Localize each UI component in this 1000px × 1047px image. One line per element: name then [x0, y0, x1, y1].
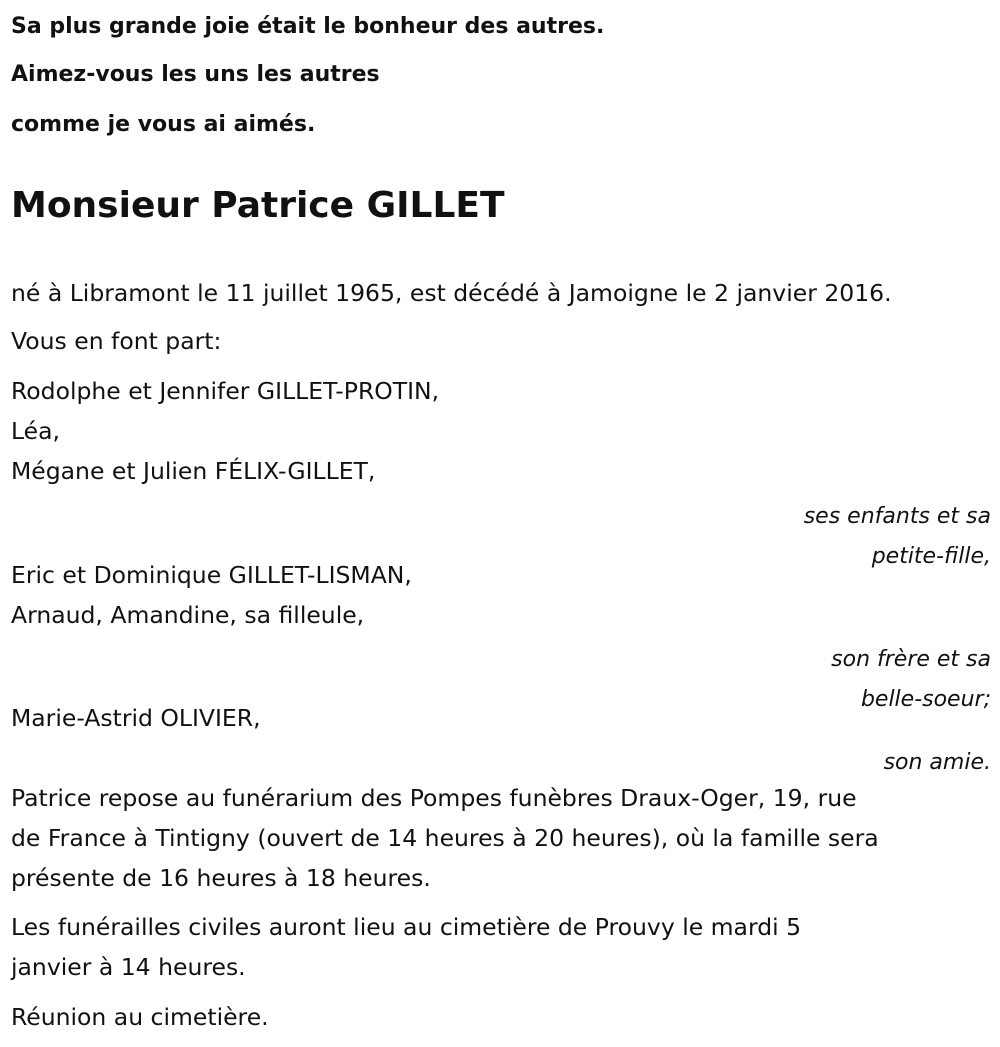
- funeral-line: janvier à 14 heures.: [11, 953, 246, 981]
- family-name-line: Léa,: [11, 417, 61, 445]
- family-name-line: Arnaud, Amandine, sa filleule,: [11, 601, 365, 629]
- visitation-line: présente de 16 heures à 18 heures.: [11, 864, 431, 892]
- funeral-line: Les funérailles civiles auront lieu au cimetière de Prouvy le mardi 5: [11, 913, 802, 941]
- quote-line-2: Aimez-vous les uns les autres: [11, 62, 380, 87]
- meeting-line: Réunion au cimetière.: [11, 1003, 269, 1031]
- announce-line: Vous en font part:: [11, 327, 222, 355]
- relation-line: petite-fille,: [871, 544, 991, 569]
- quote-line-3: comme je vous ai aimés.: [11, 112, 316, 137]
- birth-death-line: né à Libramont le 11 juillet 1965, est décédé à Jamoigne le 2 janvier 2016.: [11, 279, 892, 307]
- family-name-line: Eric et Dominique GILLET-LISMAN,: [11, 561, 412, 589]
- family-name-line: Mégane et Julien FÉLIX-GILLET,: [11, 457, 376, 485]
- relation-line: son amie.: [883, 750, 991, 775]
- quote-line-1: Sa plus grande joie était le bonheur des autres.: [11, 14, 605, 39]
- relation-line: ses enfants et sa: [803, 504, 991, 529]
- deceased-name: Monsieur Patrice GILLET: [11, 185, 505, 226]
- visitation-line: de France à Tintigny (ouvert de 14 heures à 20 heures), où la famille sera: [11, 824, 879, 852]
- relation-line: son frère et sa: [831, 647, 991, 672]
- family-name-line: Rodolphe et Jennifer GILLET-PROTIN,: [11, 377, 440, 405]
- family-name-line: Marie-Astrid OLIVIER,: [11, 704, 261, 732]
- visitation-line: Patrice repose au funérarium des Pompes funèbres Draux-Oger, 19, rue: [11, 784, 857, 812]
- relation-line: belle-soeur;: [860, 687, 991, 712]
